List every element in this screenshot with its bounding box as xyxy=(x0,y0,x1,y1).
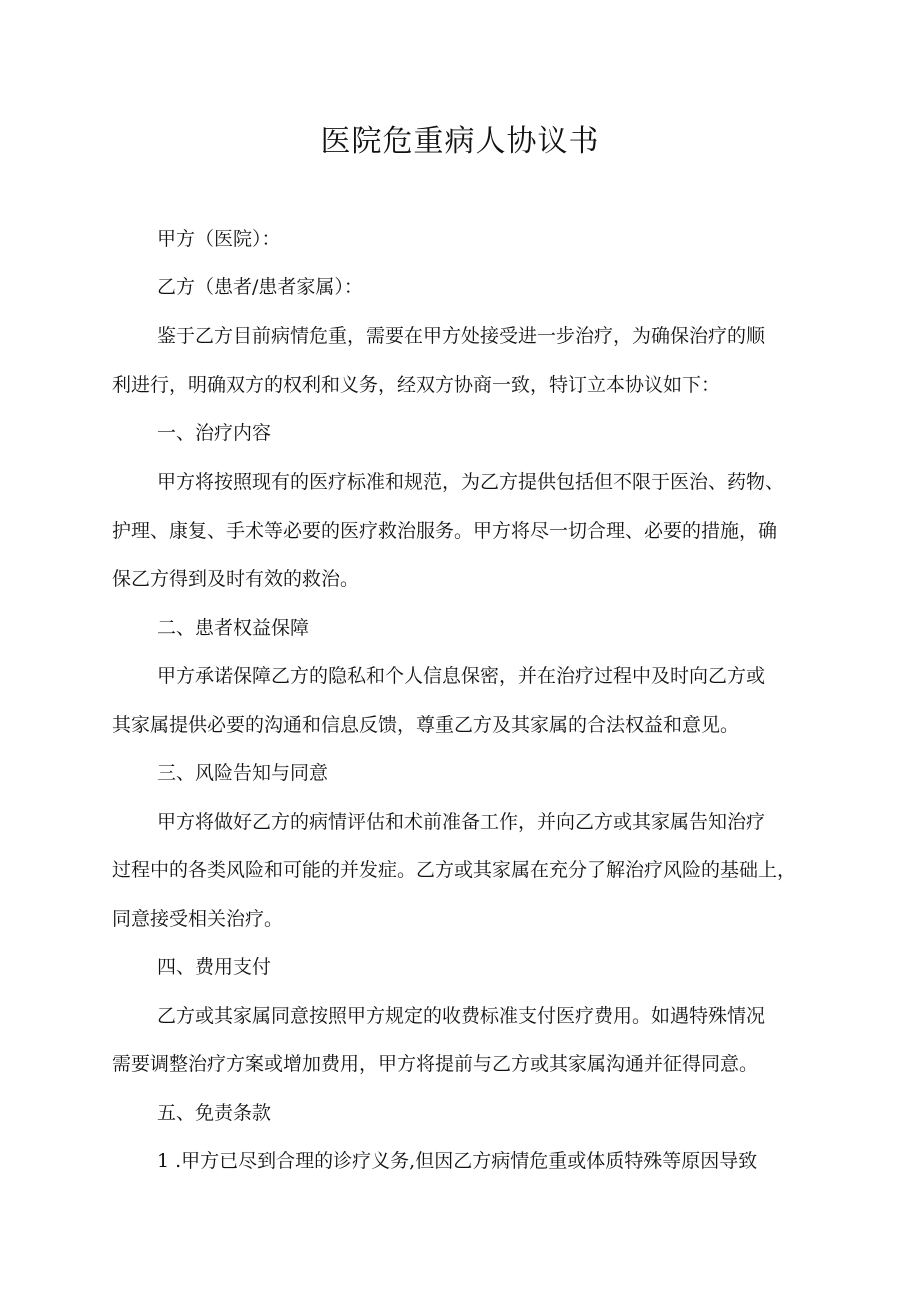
document-title: 医院危重病人协议书 xyxy=(320,124,600,159)
section-heading: 五、免责条款 xyxy=(157,1102,272,1124)
party-b-line: 乙方（患者/患者家属）： xyxy=(157,276,363,298)
section-line: 保乙方得到及时有效的救治。 xyxy=(112,568,360,590)
section-line: 需要调整治疗方案或增加费用，甲方将提前与乙方或其家属沟通并征得同意。 xyxy=(112,1053,759,1075)
section-heading: 二、患者权益保障 xyxy=(157,617,310,639)
section-heading: 四、费用支付 xyxy=(157,956,272,978)
section-heading: 一、治疗内容 xyxy=(157,422,272,444)
section-line: 其家属提供必要的沟通和信息反馈，尊重乙方及其家属的合法权益和意见。 xyxy=(112,714,740,736)
preamble-line: 鉴于乙方目前病情危重，需要在甲方处接受进一步治疗，为确保治疗的顺 xyxy=(157,325,766,347)
preamble-line: 利进行，明确双方的权利和义务，经双方协商一致，特订立本协议如下： xyxy=(112,374,721,396)
section-line: 甲方将按照现有的医疗标准和规范，为乙方提供包括但不限于医治、药物、 xyxy=(157,471,785,493)
section-line: 甲方将做好乙方的病情评估和术前准备工作，并向乙方或其家属告知治疗 xyxy=(157,811,766,833)
section-line: 甲方承诺保障乙方的隐私和个人信息保密，并在治疗过程中及时向乙方或 xyxy=(157,665,766,687)
section-line: 乙方或其家属同意按照甲方规定的收费标准支付医疗费用。如遇特殊情况 xyxy=(157,1005,766,1027)
section-line: 过程中的各类风险和可能的并发症。乙方或其家属在充分了解治疗风险的基础上， xyxy=(112,859,797,881)
party-a-line: 甲方（医院）： xyxy=(157,228,281,250)
section-line: 护理、康复、手术等必要的医疗救治服务。甲方将尽一切合理、必要的措施，确 xyxy=(112,520,778,542)
section-heading: 三、风险告知与同意 xyxy=(157,762,329,784)
section-line: 1 .甲方已尽到合理的诊疗义务,但因乙方病情危重或体质特殊等原因导致 xyxy=(157,1150,758,1172)
section-line: 同意接受相关治疗。 xyxy=(112,908,284,930)
